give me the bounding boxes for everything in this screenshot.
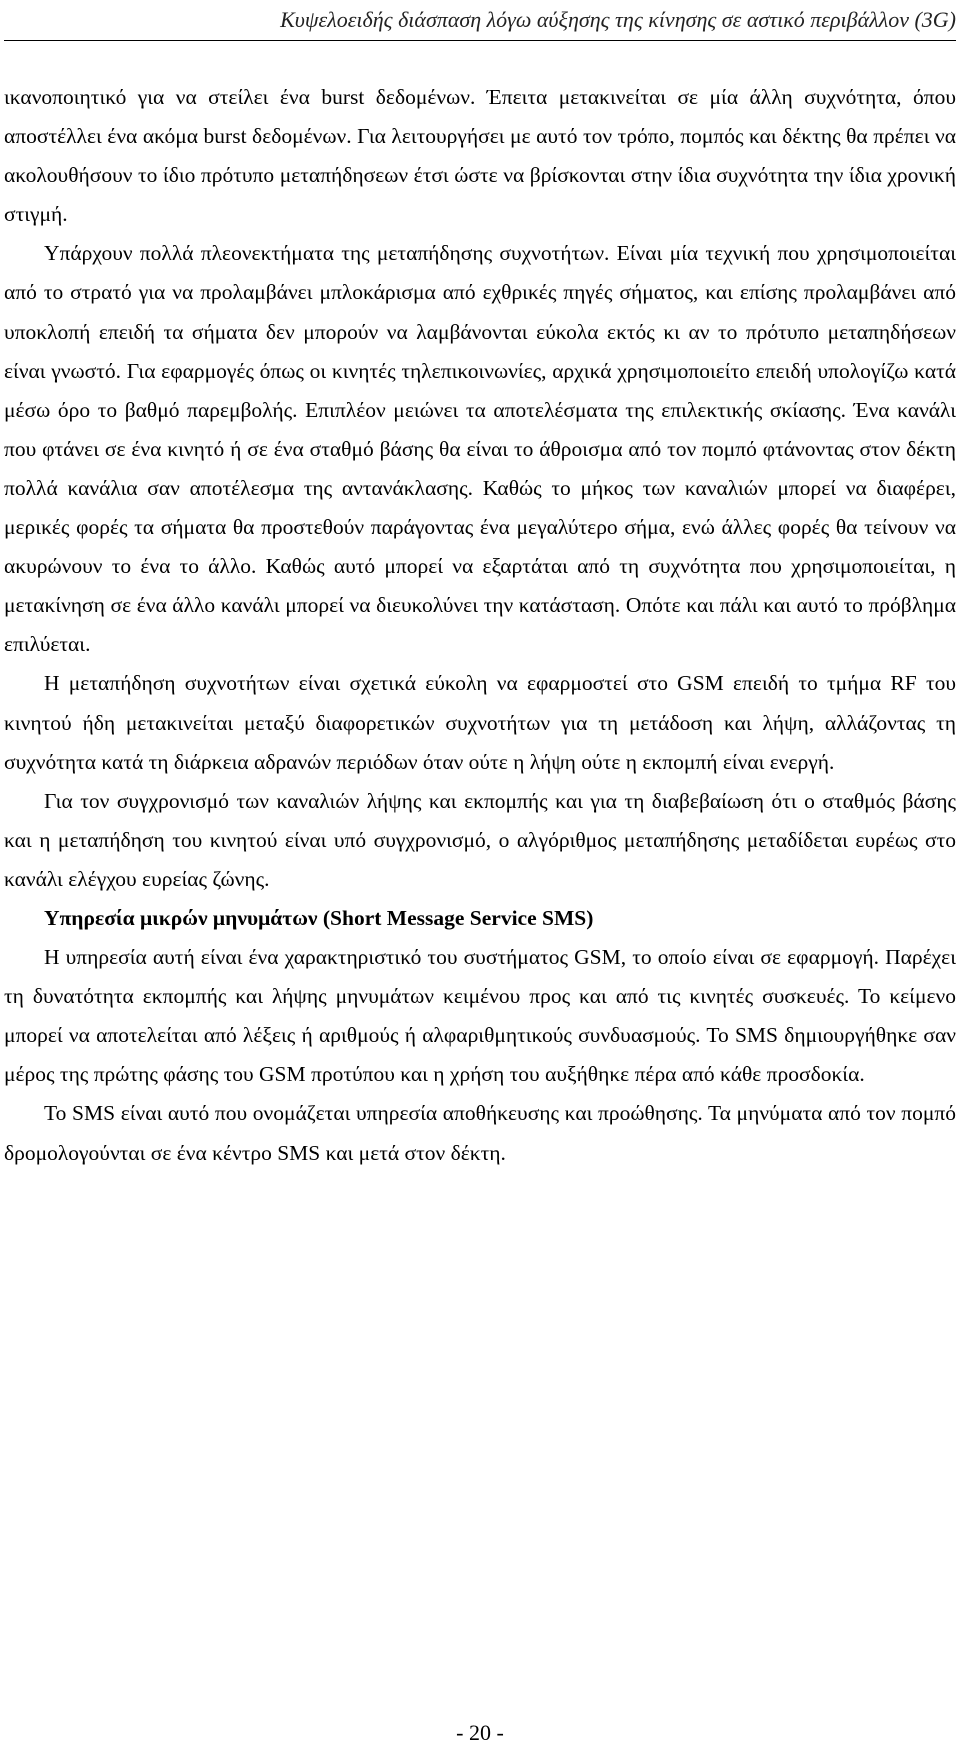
header-rule bbox=[4, 40, 956, 41]
paragraph-sms-intro: Η υπηρεσία αυτή είναι ένα χαρακτηριστικό του συστήματος GSM, το οποίο είναι σε εφαρμογή. Παρέχει τη δυνατότητα εκπομπής και λήψης μηνυμάτων κειμένου προς και από τις κινητές συσκευές. Το κείμενο μπορεί να αποτελείται από λέξεις ή αριθμούς ή αλφαριθμητικούς συνδυασμούς. Το SMS δημιουργήθηκε σαν μέρος της πρώτης φάσης του GSM προτύπου και η χρήση του αυξήθηκε πέρα από κάθε προσδοκία. bbox=[4, 945, 956, 1087]
paragraph-advantages: Υπάρχουν πολλά πλεονεκτήματα της μεταπήδησης συχνοτήτων. Είναι μία τεχνική που χρησιμοποιείται από το στρατό για να προλαμβάνει μπλοκάρισμα από εχθρικές πηγές σήματος, και επίσης προλαμβάνει από υποκλοπή επειδή τα σήματα δεν μπορούν να λαμβάνονται εύκολα εκτός κι αν το πρότυπο μεταπηδήσεων είναι γνωστό. Για εφαρμογές όπως οι κινητές τηλεπικοινωνίες, αρχικά χρησιμοποιείτο επειδή υπολογίζω κατά μέσω όρο το βαθμό παρεμβολής. Επιπλέον μειώνει τα αποτελέσματα της επιλεκτικής σκίασης. Ένα κανάλι που φτάνει σε ένα κινητό ή σε ένα σταθμό βάσης θα είναι το άθροισμα από τον πομπό φτάνοντας στον δέκτη πολλά κανάλια σαν αποτέλεσμα της αντανάκλασης. Καθώς το μήκος των καναλιών μπορεί να διαφέρει, μερικές φορές τα σήματα θα προστεθούν παράγοντας ένα μεγαλύτερο σήμα, ενώ άλλες φορές θα τείνουν να ακυρώνουν το ένα το άλλο. Καθώς αυτό μπορεί να εξαρτάται από τη συχνότητα που χρησιμοποιείται, η μετακίνηση σε ένα άλλο κανάλι μπορεί να διευκολύνει την κατάσταση. Οπότε και πάλι και αυτό το πρόβλημα επιλύεται. bbox=[4, 241, 956, 657]
page-number: - 20 - bbox=[456, 1720, 504, 1745]
paragraph-continuation: ικανοποιητικό για να στείλει ένα burst δεδομένων. Έπειτα μετακινείται σε μία άλλη συχνότητα, όπου αποστέλλει ένα ακόμα burst δεδομένων. Για λειτουργήσει με αυτό τον τρόπο, πομπός και δέκτης θα πρέπει να ακολουθήσουν το ίδιο πρότυπο μεταπήδησεων έτσι ώστε να βρίσκονται στην ίδια συχνότητα την ίδια χρονική στιγμή. bbox=[4, 85, 956, 227]
paragraph-gsm-hopping: Η μεταπήδηση συχνοτήτων είναι σχετικά εύκολη να εφαρμοστεί στο GSM επειδή το τμήμα RF του κινητού ήδη μετακινείται μεταξύ διαφορετικών συχνοτήτων για τη μετάδοση και λήψη, αλλάζοντας τη συχνότητα κατά τη διάρκεια αδρανών περιόδων όταν ούτε η λήψη ούτε η εκπομπή είναι ενεργή. bbox=[4, 671, 956, 774]
section-heading-sms: Υπηρεσία μικρών μηνυμάτων (Short Message Service SMS) bbox=[44, 905, 594, 930]
paragraph-sms-store-forward: Το SMS είναι αυτό που ονομάζεται υπηρεσία αποθήκευσης και προώθησης. Τα μηνύματα από τον πομπό δρομολογούνται σε ένα κέντρο SMS και μετά στον δέκτη. bbox=[4, 1101, 956, 1165]
paragraph-synchronization: Για τον συγχρονισμό των καναλιών λήψης και εκπομπής και για τη διαβεβαίωση ότι ο σταθμός βάσης και η μεταπήδηση του κινητού είναι υπό συγχρονισμό, ο αλγόριθμος μεταπήδησης μεταδίδεται ευρέως στο κανάλι ελέγχου ευρείας ζώνης. bbox=[4, 788, 956, 891]
running-header: Κυψελοειδής διάσπαση λόγω αύξησης της κίνησης σε αστικό περιβάλλον (3G) bbox=[280, 7, 956, 32]
body-text bbox=[4, 78, 956, 1173]
